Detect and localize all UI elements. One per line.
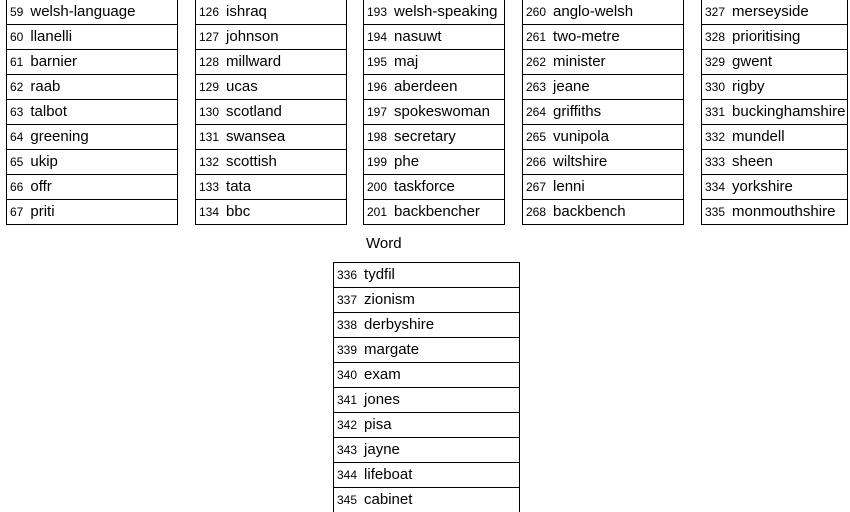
word-text: buckinghamshire bbox=[732, 103, 845, 120]
word-cell bbox=[196, 25, 347, 50]
table-row bbox=[364, 150, 505, 175]
word-index: 134 bbox=[199, 200, 219, 224]
word-text: tydfil bbox=[364, 266, 395, 283]
word-cell bbox=[523, 50, 684, 75]
word-cell bbox=[7, 75, 178, 100]
word-text: pisa bbox=[364, 416, 392, 433]
word-text: jayne bbox=[364, 441, 400, 458]
table-row bbox=[7, 100, 178, 125]
word-index: 343 bbox=[337, 438, 357, 462]
word-index: 63 bbox=[10, 100, 23, 124]
word-text: ishraq bbox=[226, 3, 267, 20]
word-index: 128 bbox=[199, 50, 219, 74]
word-cell bbox=[702, 200, 848, 225]
word-index: 331 bbox=[705, 100, 725, 124]
table-row bbox=[364, 100, 505, 125]
word-index: 196 bbox=[367, 75, 387, 99]
word-text: backbencher bbox=[394, 203, 480, 220]
table-row bbox=[334, 363, 520, 388]
table-row bbox=[334, 413, 520, 438]
word-cell bbox=[702, 100, 848, 125]
word-text: aberdeen bbox=[394, 78, 457, 95]
word-index: 338 bbox=[337, 313, 357, 337]
word-text: zionism bbox=[364, 291, 415, 308]
table-row bbox=[7, 150, 178, 175]
word-index: 130 bbox=[199, 100, 219, 124]
table-row bbox=[196, 100, 347, 125]
table-row bbox=[334, 338, 520, 363]
word-index: 327 bbox=[705, 0, 725, 24]
word-index: 266 bbox=[526, 150, 546, 174]
table-row bbox=[523, 150, 684, 175]
word-index: 337 bbox=[337, 288, 357, 312]
word-text: phe bbox=[394, 153, 419, 170]
word-text: talbot bbox=[30, 103, 67, 120]
word-text: prioritising bbox=[732, 28, 800, 45]
word-text: ucas bbox=[226, 78, 258, 95]
word-text: nasuwt bbox=[394, 28, 442, 45]
word-text: mundell bbox=[732, 128, 785, 145]
word-text: bbc bbox=[226, 203, 250, 220]
table-row bbox=[523, 125, 684, 150]
word-index: 262 bbox=[526, 50, 546, 74]
table-row bbox=[702, 0, 848, 25]
word-cell bbox=[334, 363, 520, 388]
word-text: vunipola bbox=[553, 128, 609, 145]
word-text: minister bbox=[553, 53, 606, 70]
table-row bbox=[364, 25, 505, 50]
word-cell bbox=[702, 0, 848, 25]
table-row bbox=[196, 125, 347, 150]
table-row bbox=[7, 75, 178, 100]
table-row bbox=[702, 200, 848, 225]
word-index: 339 bbox=[337, 338, 357, 362]
table-row bbox=[7, 200, 178, 225]
word-text: lenni bbox=[553, 178, 585, 195]
word-index: 62 bbox=[10, 75, 23, 99]
word-text: wiltshire bbox=[553, 153, 607, 170]
table-row bbox=[196, 200, 347, 225]
word-cell bbox=[702, 25, 848, 50]
word-text: two-metre bbox=[553, 28, 620, 45]
table-row bbox=[364, 200, 505, 225]
word-index: 263 bbox=[526, 75, 546, 99]
word-cell bbox=[196, 75, 347, 100]
table-row bbox=[7, 175, 178, 200]
word-text: taskforce bbox=[394, 178, 455, 195]
word-index: 340 bbox=[337, 363, 357, 387]
word-index: 336 bbox=[337, 263, 357, 287]
word-text: millward bbox=[226, 53, 281, 70]
word-table-4 bbox=[522, 0, 684, 225]
table-row bbox=[702, 50, 848, 75]
word-index: 199 bbox=[367, 150, 387, 174]
word-index: 268 bbox=[526, 200, 546, 224]
word-cell bbox=[334, 288, 520, 313]
table-row bbox=[364, 125, 505, 150]
word-index: 126 bbox=[199, 0, 219, 24]
word-text: monmouthshire bbox=[732, 203, 835, 220]
word-text: jones bbox=[364, 391, 400, 408]
table-row bbox=[7, 125, 178, 150]
word-index: 265 bbox=[526, 125, 546, 149]
word-cell bbox=[523, 75, 684, 100]
word-cell bbox=[523, 150, 684, 175]
word-text: spokeswoman bbox=[394, 103, 490, 120]
word-table-6 bbox=[333, 262, 520, 512]
word-text: llanelli bbox=[30, 28, 72, 45]
table-row bbox=[702, 75, 848, 100]
word-index: 195 bbox=[367, 50, 387, 74]
word-text: offr bbox=[30, 178, 51, 195]
table-row bbox=[334, 313, 520, 338]
word-index: 329 bbox=[705, 50, 725, 74]
table-row bbox=[523, 75, 684, 100]
word-index: 197 bbox=[367, 100, 387, 124]
word-cell bbox=[702, 50, 848, 75]
word-cell bbox=[523, 0, 684, 25]
table-row bbox=[364, 175, 505, 200]
word-text: tata bbox=[226, 178, 251, 195]
word-cell bbox=[702, 75, 848, 100]
word-cell bbox=[7, 150, 178, 175]
table-row bbox=[523, 50, 684, 75]
word-text: lifeboat bbox=[364, 466, 412, 483]
word-index: 64 bbox=[10, 125, 23, 149]
word-text: jeane bbox=[553, 78, 590, 95]
word-cell bbox=[334, 463, 520, 488]
word-cell bbox=[523, 200, 684, 225]
word-cell bbox=[7, 175, 178, 200]
word-text: rigby bbox=[732, 78, 765, 95]
word-index: 129 bbox=[199, 75, 219, 99]
word-cell bbox=[334, 338, 520, 363]
word-text: gwent bbox=[732, 53, 772, 70]
word-table-3 bbox=[363, 0, 505, 225]
word-cell bbox=[196, 175, 347, 200]
word-cell bbox=[196, 0, 347, 25]
table-caption: Word bbox=[366, 235, 402, 253]
table-row bbox=[334, 263, 520, 288]
word-cell bbox=[364, 175, 505, 200]
word-text: derbyshire bbox=[364, 316, 434, 333]
word-text: welsh-language bbox=[30, 3, 135, 20]
word-cell bbox=[364, 75, 505, 100]
word-cell bbox=[364, 125, 505, 150]
word-index: 67 bbox=[10, 200, 23, 224]
word-cell bbox=[364, 0, 505, 25]
word-cell bbox=[334, 438, 520, 463]
word-index: 201 bbox=[367, 200, 387, 224]
table-row bbox=[702, 25, 848, 50]
table-row bbox=[523, 175, 684, 200]
table-row bbox=[364, 75, 505, 100]
word-text: greening bbox=[30, 128, 88, 145]
word-index: 260 bbox=[526, 0, 546, 24]
word-text: swansea bbox=[226, 128, 285, 145]
word-index: 330 bbox=[705, 75, 725, 99]
table-row bbox=[702, 125, 848, 150]
table-row bbox=[7, 0, 178, 25]
word-cell bbox=[523, 125, 684, 150]
word-text: sheen bbox=[732, 153, 773, 170]
word-cell bbox=[7, 100, 178, 125]
word-text: yorkshire bbox=[732, 178, 793, 195]
word-table-1 bbox=[6, 0, 178, 225]
word-cell bbox=[196, 150, 347, 175]
word-text: exam bbox=[364, 366, 401, 383]
table-row bbox=[523, 100, 684, 125]
word-index: 267 bbox=[526, 175, 546, 199]
table-row bbox=[7, 50, 178, 75]
word-text: margate bbox=[364, 341, 419, 358]
word-cell bbox=[523, 25, 684, 50]
word-index: 341 bbox=[337, 388, 357, 412]
table-row bbox=[196, 175, 347, 200]
word-index: 66 bbox=[10, 175, 23, 199]
word-index: 345 bbox=[337, 488, 357, 512]
word-cell bbox=[334, 263, 520, 288]
word-text: secretary bbox=[394, 128, 456, 145]
table-row bbox=[334, 438, 520, 463]
word-cell bbox=[196, 50, 347, 75]
word-cell bbox=[7, 200, 178, 225]
table-row bbox=[334, 488, 520, 512]
word-cell bbox=[334, 488, 520, 512]
word-cell bbox=[7, 0, 178, 25]
word-index: 127 bbox=[199, 25, 219, 49]
word-index: 132 bbox=[199, 150, 219, 174]
word-index: 65 bbox=[10, 150, 23, 174]
word-text: merseyside bbox=[732, 3, 809, 20]
table-row bbox=[523, 25, 684, 50]
word-cell bbox=[7, 125, 178, 150]
word-cell bbox=[334, 388, 520, 413]
word-cell bbox=[196, 200, 347, 225]
word-cell bbox=[702, 150, 848, 175]
table-row bbox=[523, 200, 684, 225]
word-cell bbox=[702, 125, 848, 150]
word-index: 342 bbox=[337, 413, 357, 437]
word-index: 332 bbox=[705, 125, 725, 149]
word-index: 333 bbox=[705, 150, 725, 174]
table-row bbox=[523, 0, 684, 25]
table-row bbox=[196, 50, 347, 75]
table-row bbox=[7, 25, 178, 50]
word-text: raab bbox=[30, 78, 60, 95]
table-row bbox=[334, 463, 520, 488]
table-row bbox=[196, 150, 347, 175]
word-index: 59 bbox=[10, 0, 23, 24]
word-cell bbox=[334, 413, 520, 438]
word-index: 133 bbox=[199, 175, 219, 199]
table-row bbox=[702, 150, 848, 175]
word-text: priti bbox=[30, 203, 54, 220]
table-row bbox=[334, 388, 520, 413]
word-index: 261 bbox=[526, 25, 546, 49]
word-cell bbox=[523, 100, 684, 125]
table-row bbox=[702, 175, 848, 200]
word-cell bbox=[364, 200, 505, 225]
word-index: 264 bbox=[526, 100, 546, 124]
word-text: scottish bbox=[226, 153, 277, 170]
word-table-2 bbox=[195, 0, 347, 225]
word-cell bbox=[702, 175, 848, 200]
word-cell bbox=[364, 25, 505, 50]
word-text: scotland bbox=[226, 103, 282, 120]
table-row bbox=[196, 25, 347, 50]
word-table-5 bbox=[701, 0, 848, 225]
word-index: 328 bbox=[705, 25, 725, 49]
word-cell bbox=[364, 100, 505, 125]
word-index: 194 bbox=[367, 25, 387, 49]
word-index: 335 bbox=[705, 200, 725, 224]
table-row bbox=[334, 288, 520, 313]
word-index: 60 bbox=[10, 25, 23, 49]
word-text: backbench bbox=[553, 203, 626, 220]
word-cell bbox=[196, 100, 347, 125]
word-index: 198 bbox=[367, 125, 387, 149]
word-text: johnson bbox=[226, 28, 279, 45]
word-text: barnier bbox=[30, 53, 77, 70]
word-text: griffiths bbox=[553, 103, 601, 120]
word-cell bbox=[364, 50, 505, 75]
table-row bbox=[364, 0, 505, 25]
word-cell bbox=[334, 313, 520, 338]
word-text: maj bbox=[394, 53, 418, 70]
word-text: welsh-speaking bbox=[394, 3, 497, 20]
word-cell bbox=[196, 125, 347, 150]
word-cell bbox=[7, 25, 178, 50]
table-row bbox=[196, 0, 347, 25]
word-text: ukip bbox=[30, 153, 58, 170]
word-cell bbox=[364, 150, 505, 175]
word-index: 334 bbox=[705, 175, 725, 199]
word-index: 344 bbox=[337, 463, 357, 487]
word-index: 200 bbox=[367, 175, 387, 199]
word-index: 193 bbox=[367, 0, 387, 24]
word-text: cabinet bbox=[364, 491, 412, 508]
table-row bbox=[196, 75, 347, 100]
table-row bbox=[702, 100, 848, 125]
table-row bbox=[364, 50, 505, 75]
word-index: 131 bbox=[199, 125, 219, 149]
word-text: anglo-welsh bbox=[553, 3, 633, 20]
word-cell bbox=[523, 175, 684, 200]
word-index: 61 bbox=[10, 50, 23, 74]
word-cell bbox=[7, 50, 178, 75]
